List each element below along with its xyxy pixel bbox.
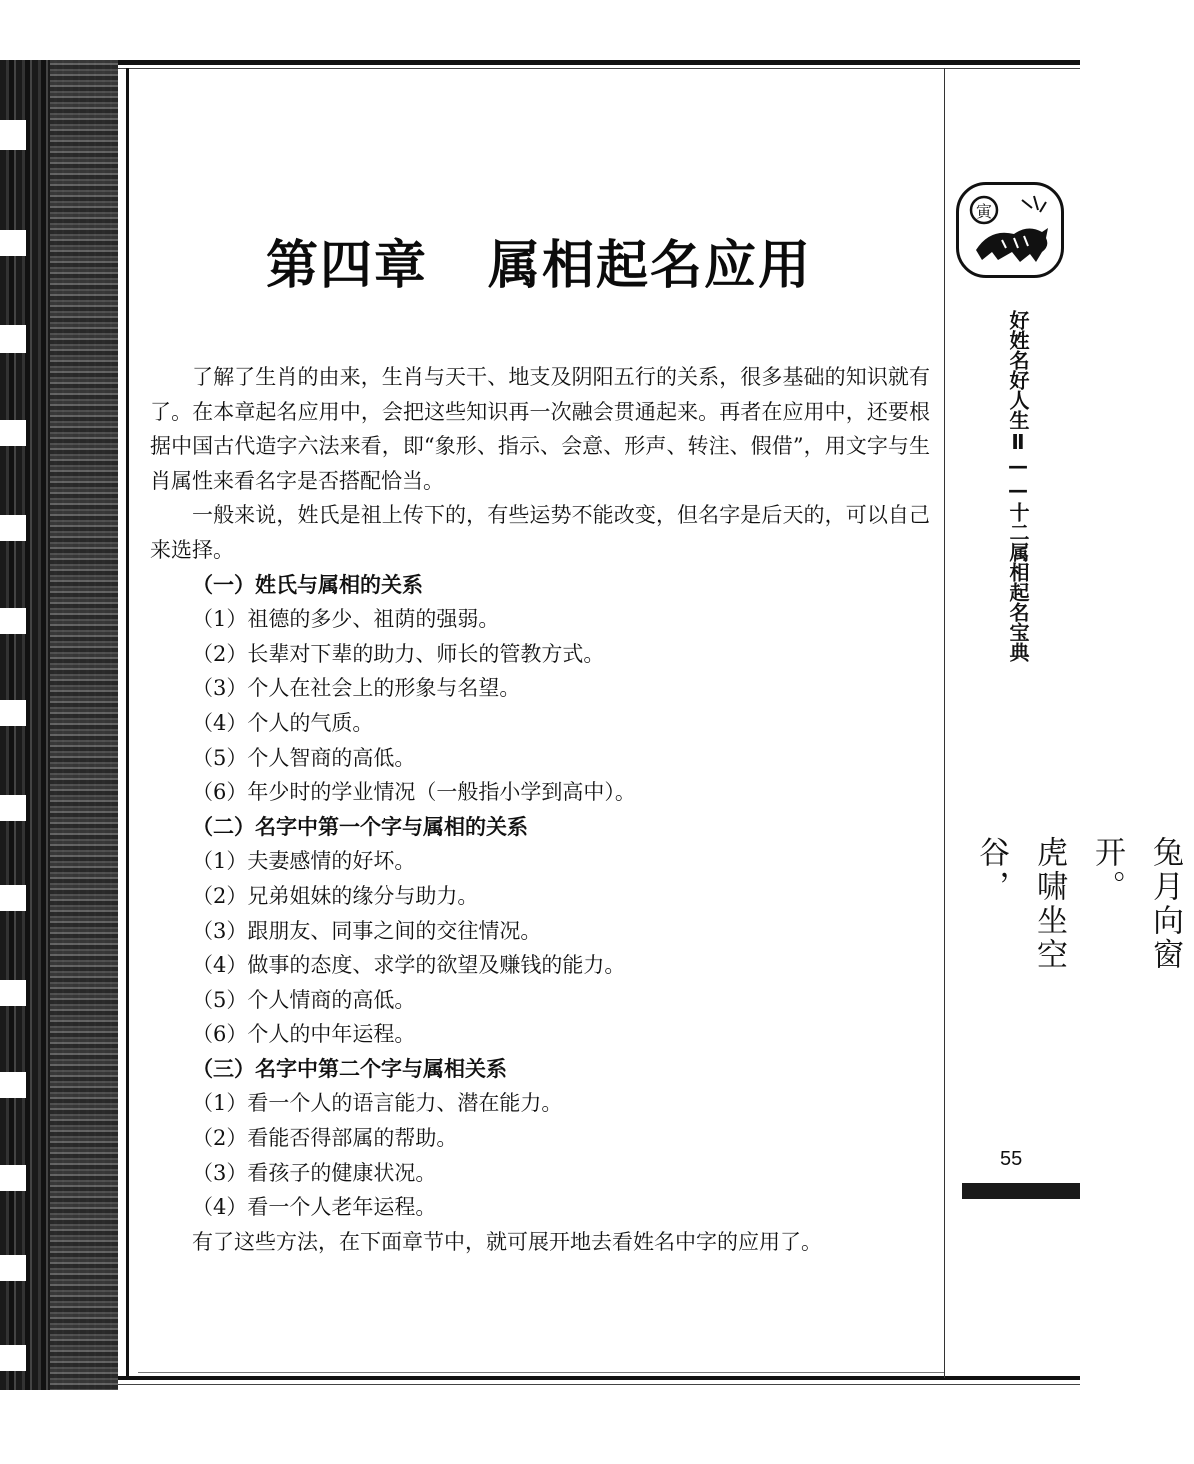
chapter-title	[266, 225, 826, 295]
binding-notch	[0, 515, 26, 541]
list-item: （5）个人智商的高低。	[192, 745, 416, 770]
bottom-rule-thin	[118, 1384, 1080, 1385]
binding-texture	[50, 60, 118, 1390]
binding-notch	[0, 120, 26, 150]
binding-notch	[0, 420, 26, 446]
list-item: （3）个人在社会上的形象与名望。	[192, 676, 521, 701]
list-item: （6）个人的中年运程。	[192, 1022, 416, 1047]
chapter-name: 属相起名应用	[488, 235, 813, 296]
closing-paragraph: 有了这些方法，在下面章节中，就可展开地去看姓名中字的应用了。	[192, 1229, 822, 1254]
section-heading: （三）名字中第二个字与属相关系	[192, 1055, 507, 1081]
book-binding-strip	[0, 60, 118, 1390]
binding-notch	[0, 795, 26, 821]
list-item: （2）兄弟姐妹的缘分与助力。	[192, 883, 479, 908]
list-item: （2）长辈对下辈的助力、师长的管教方式。	[192, 641, 605, 666]
inner-bottom-rule	[138, 1372, 944, 1373]
top-rule	[118, 60, 1080, 65]
list-item: （2）看能否得部属的帮助。	[192, 1126, 458, 1151]
page-number: 55	[1000, 1148, 1023, 1170]
poem-line: 虎啸坐空谷，	[973, 836, 1067, 972]
emblem-character: 寅	[975, 202, 993, 221]
binding-notch	[0, 230, 26, 256]
bottom-rule	[118, 1376, 1080, 1380]
list-item: （4）看一个人老年运程。	[192, 1195, 437, 1220]
section-heading: （二）名字中第一个字与属相的关系	[192, 813, 528, 839]
binding-notch	[0, 980, 26, 1006]
top-rule-thin	[118, 68, 1080, 69]
binding-notch	[0, 700, 26, 726]
page-body	[150, 360, 930, 1259]
list-item: （1）夫妻感情的好坏。	[192, 849, 416, 874]
binding-notch	[0, 325, 26, 353]
page-number-bar	[962, 1183, 1080, 1199]
intro-paragraph: 一般来说，姓氏是祖上传下的，有些运势不能改变，但名字是后天的，可以自己来选择。	[150, 503, 930, 562]
list-item: （3）跟朋友、同事之间的交往情况。	[192, 918, 542, 943]
list-item: （4）个人的气质。	[192, 710, 374, 735]
tiger-emblem-graphic	[962, 188, 1058, 272]
section-heading: （一）姓氏与属相的关系	[192, 571, 423, 597]
list-item: （3）看孩子的健康状况。	[192, 1160, 437, 1185]
intro-paragraph: 了解了生肖的由来，生肖与天干、地支及阴阳五行的关系，很多基础的知识就有了。在本章起名应用中，会把这些知识再一次融会贯通起来。再者在应用中，还要根据中国古代造字六法来看，即“象形、指示、会意、形声、转注、假借”，用文字与生肖属性来看名字是否搭配恰当。	[150, 365, 930, 493]
binding-notch	[0, 1345, 26, 1371]
binding-notch	[0, 1072, 26, 1098]
binding-notch	[0, 885, 26, 911]
list-item: （5）个人情商的高低。	[192, 987, 416, 1012]
chapter-number: 第四章	[266, 235, 429, 296]
poem-couplet	[962, 836, 1194, 1036]
binding-notch	[0, 1255, 26, 1281]
list-item: （1）看一个人的语言能力、潜在能力。	[192, 1091, 563, 1116]
book-title-vertical: 好姓名好人生Ⅱ——十二属相起名宝典	[1006, 310, 1030, 662]
list-item: （4）做事的态度、求学的欲望及赚钱的能力。	[192, 953, 626, 978]
binding-notch	[0, 608, 26, 634]
binding-notch	[0, 1165, 26, 1191]
tiger-emblem-icon	[956, 182, 1064, 278]
list-item: （6）年少时的学业情况（一般指小学到高中）。	[192, 780, 636, 805]
frame-left-rule	[126, 68, 129, 1378]
frame-right-rule	[944, 68, 945, 1378]
list-item: （1）祖德的多少、祖荫的强弱。	[192, 607, 500, 632]
poem-line: 兔月向窗开。	[1089, 836, 1183, 972]
